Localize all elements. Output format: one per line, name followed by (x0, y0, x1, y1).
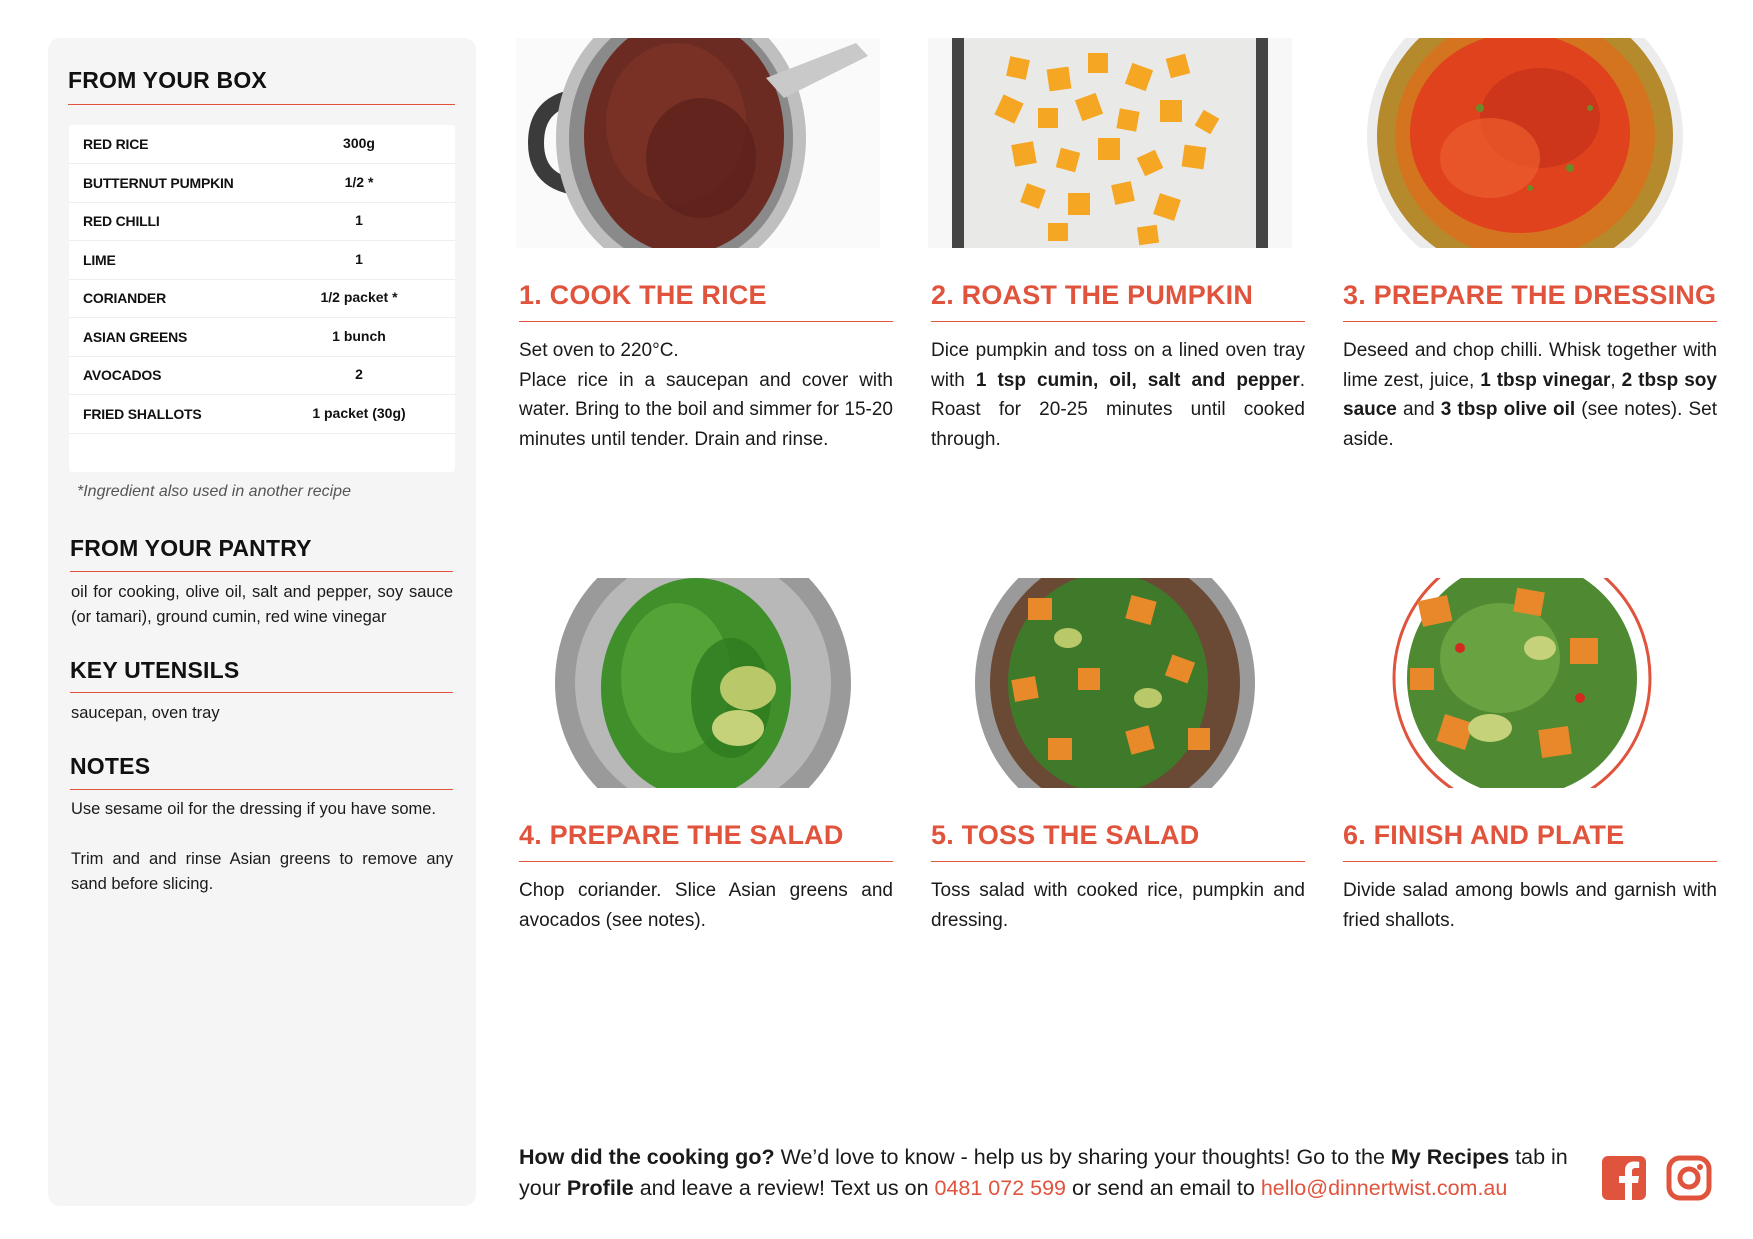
step-3-bold-oil: 3 tbsp olive oil (1440, 399, 1576, 420)
ingredient-qty: 300g (343, 135, 375, 151)
step-4-title: 4. PREPARE THE SALAD (519, 820, 844, 850)
step-6-title: 6. FINISH AND PLATE (1343, 820, 1625, 850)
step-4-photo (516, 578, 880, 788)
ingredients-table (69, 125, 455, 472)
step-rule (931, 321, 1305, 322)
ingredient-name: BUTTERNUT PUMPKIN (83, 174, 234, 191)
pantry-text: oil for cooking, olive oil, salt and pepper, soy sauce (or tamari), ground cumin, red wine vinegar (71, 583, 453, 626)
ingredient-name: CORIANDER (83, 290, 166, 306)
step-1-title: 1. COOK THE RICE (519, 280, 767, 310)
ingredient-qty: 2 (355, 366, 363, 382)
step-3-text-part: , (1610, 369, 1622, 391)
step-rule (519, 861, 893, 862)
step-2-photo (928, 38, 1292, 248)
email-link[interactable]: hello@dinnertwist.com.au (1260, 1176, 1508, 1200)
ingredient-name: FRIED SHALLOTS (83, 405, 202, 422)
step-2-title: 2. ROAST THE PUMPKIN (931, 280, 1254, 310)
table-row (69, 395, 455, 434)
table-row (69, 202, 455, 241)
step-3-text-part: (see notes). Set aside. (1343, 399, 1717, 450)
feedback-text: or send an email to (1066, 1176, 1261, 1200)
step-3-bold-vinegar: 1 tbsp vinegar (1480, 369, 1611, 391)
utensils-text: saucepan, oven tray (71, 704, 220, 722)
phone-link[interactable]: 0481 072 599 (934, 1176, 1067, 1200)
facebook-icon[interactable] (1601, 1155, 1647, 1201)
step-rule (519, 321, 893, 322)
step-2-text (931, 336, 1305, 454)
table-row (69, 318, 455, 357)
step-1-line-2: Place rice in a saucepan and cover with water. Bring to the boil and simmer for 15-20 minutes until tender. Drain and rinse. (519, 369, 893, 450)
feedback-text: tab in your (519, 1145, 1568, 1200)
step-6-photo (1340, 578, 1704, 788)
step-3-text-part: Deseed and chop chilli. Whisk together with lime zest, juice, (1343, 340, 1717, 391)
step-rule (1343, 321, 1717, 322)
table-row (69, 356, 455, 395)
step-2-text-part: . Roast for 20-25 minutes until cooked through. (931, 369, 1305, 450)
ingredient-footnote: *Ingredient also used in another recipe (77, 483, 351, 500)
ingredient-name: RED CHILLI (83, 213, 160, 229)
ingredient-name: LIME (83, 251, 116, 268)
step-1-photo (516, 38, 880, 248)
step-rule (1343, 861, 1717, 862)
heading-rule (70, 789, 453, 790)
step-rule (931, 861, 1305, 862)
table-row (69, 279, 455, 318)
instagram-icon[interactable] (1666, 1155, 1712, 1201)
ingredient-name: ASIAN GREENS (83, 328, 188, 345)
ingredient-qty: 1 (355, 212, 363, 228)
step-6-text: Divide salad among bowls and garnish with fried shallots. (1343, 880, 1717, 931)
key-utensils-heading: KEY UTENSILS (70, 657, 240, 683)
step-3-bold-soy: 2 tbsp soy sauce (1343, 369, 1717, 420)
step-3-title: 3. PREPARE THE DRESSING (1343, 280, 1717, 310)
notes-heading: NOTES (70, 753, 151, 779)
step-1-text (519, 336, 893, 454)
step-4-text: Chop coriander. Slice Asian greens and avocados (see notes). (519, 880, 893, 931)
table-row (69, 241, 455, 280)
ingredient-qty: 1 packet (30g) (312, 404, 406, 421)
note-2: Trim and and rinse Asian greens to remove any sand before slicing. (71, 850, 453, 893)
profile-label: Profile (566, 1176, 634, 1200)
ingredient-qty: 1 (355, 250, 363, 267)
step-5-text: Toss salad with cooked rice, pumpkin and dressing. (931, 880, 1305, 931)
feedback-question: How did the cooking go? (519, 1145, 775, 1169)
heading-rule (68, 104, 455, 105)
table-row (69, 164, 455, 203)
ingredient-name: AVOCADOS (83, 367, 162, 383)
feedback-message (519, 1142, 1579, 1204)
ingredient-qty: 1/2 * (344, 173, 374, 190)
step-5-photo (928, 578, 1292, 788)
step-5-title: 5. TOSS THE SALAD (931, 820, 1200, 850)
heading-rule (70, 571, 453, 572)
step-3-text (1343, 336, 1717, 454)
step-3-photo (1340, 38, 1704, 248)
heading-rule (70, 692, 453, 693)
step-3-text-part: and (1396, 399, 1441, 420)
table-row (69, 125, 455, 164)
from-your-pantry-heading: FROM YOUR PANTRY (70, 535, 312, 561)
note-1: Use sesame oil for the dressing if you have some. (71, 800, 437, 818)
ingredient-qty: 1/2 packet * (320, 289, 398, 305)
step-2-bold-ingredients: 1 tsp cumin, oil, salt and pepper (975, 369, 1300, 391)
feedback-text: We’d love to know - help us by sharing your thoughts! Go to the (774, 1145, 1391, 1169)
step-2-text-part: Dice pumpkin and toss on a lined oven tray with (931, 340, 1305, 391)
ingredient-qty: 1 bunch (332, 327, 386, 344)
my-recipes-label: My Recipes (1390, 1145, 1510, 1169)
feedback-text: and leave a review! Text us on (633, 1176, 935, 1200)
step-1-line-1: Set oven to 220°C. (519, 340, 679, 361)
ingredient-name: RED RICE (83, 136, 149, 152)
from-your-box-heading: FROM YOUR BOX (68, 67, 267, 93)
